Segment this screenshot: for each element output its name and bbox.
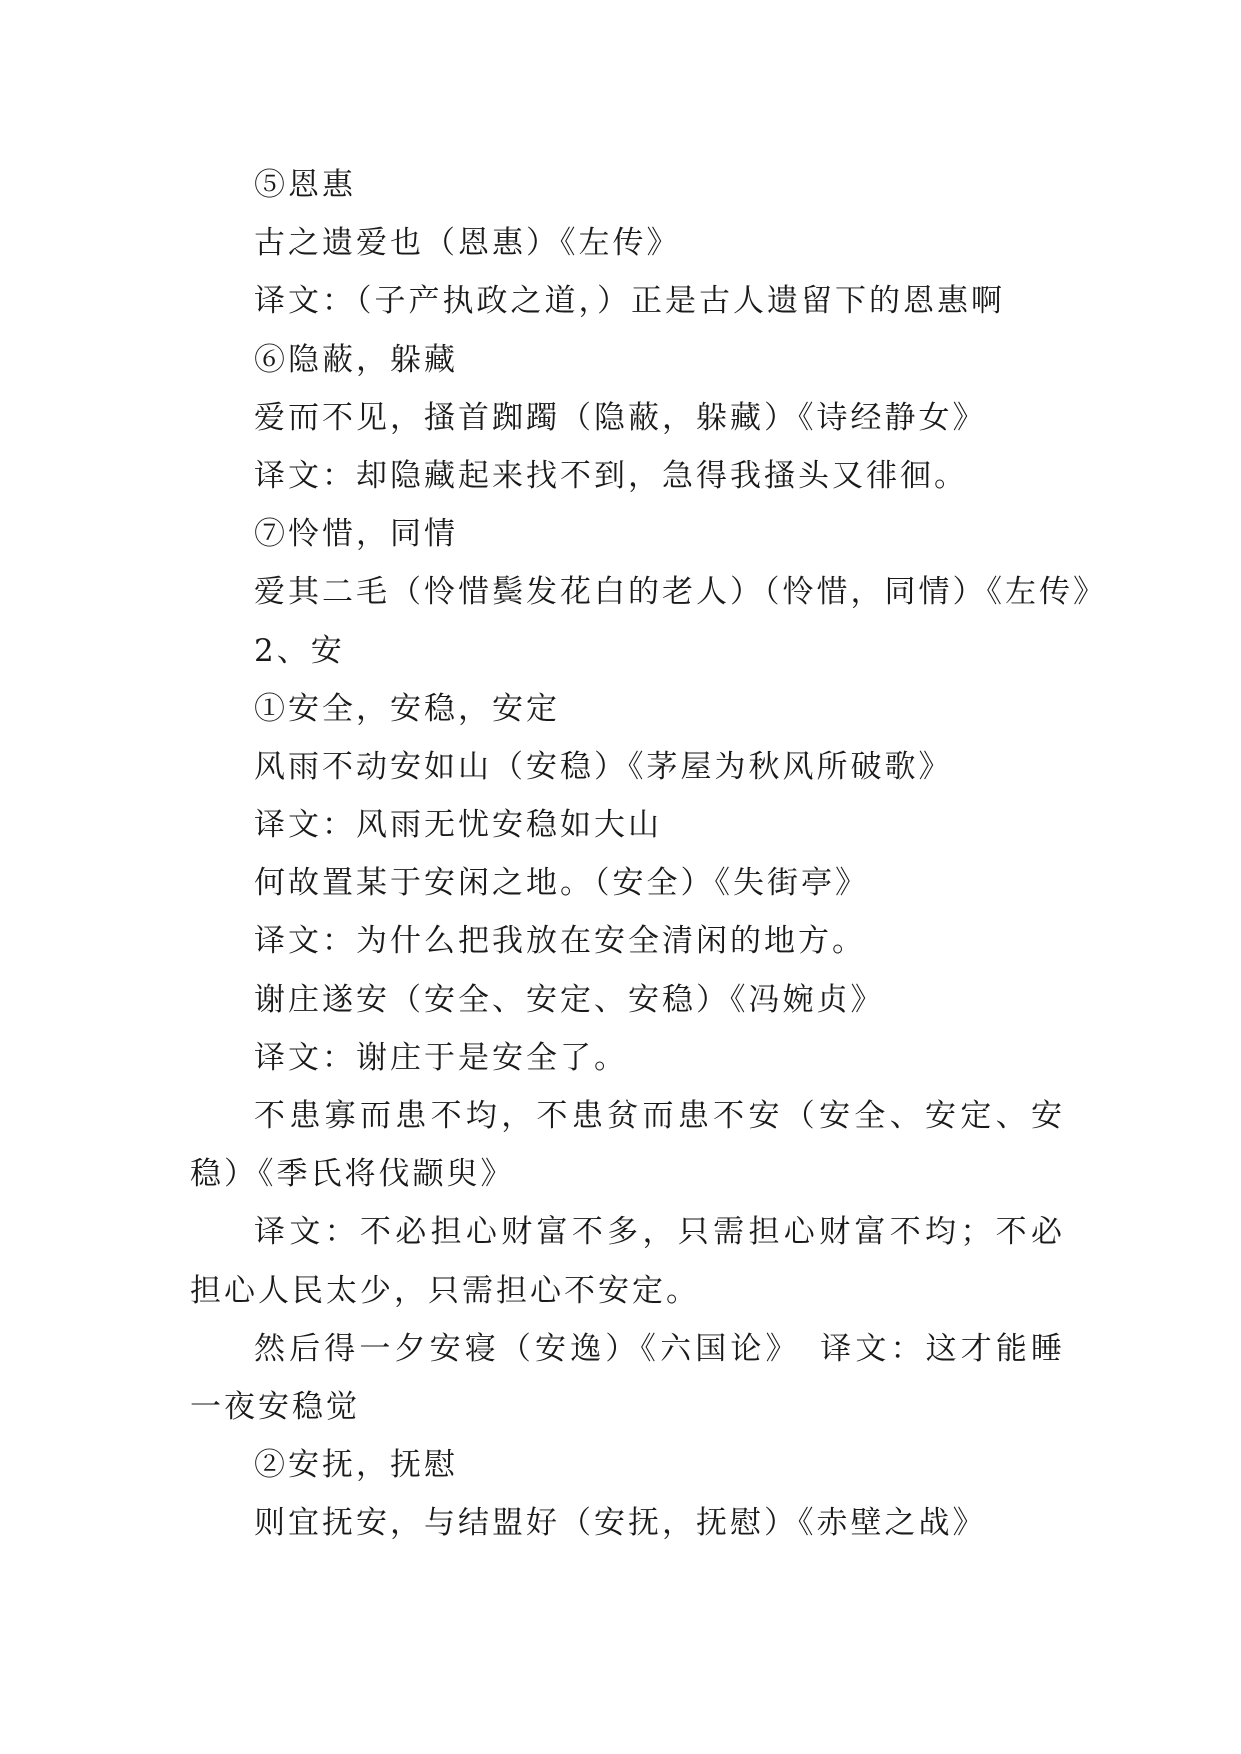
translation-paragraph: 译文：不必担心财富不多，只需担心财富不均；不必担心人民太少，只需担心不安定。 <box>190 1214 1065 1309</box>
example-sentence: 爱而不见，搔首踟躅（隐蔽，躲藏）《诗经静女》 <box>254 399 987 436</box>
translation-line: 译文：风雨无忧安稳如大山 <box>254 807 662 844</box>
definition-heading: ⑤恩惠 <box>254 167 356 203</box>
example-sentence: 风雨不动安如山（安稳）《茅屋为秋风所破歌》 <box>254 748 953 785</box>
translation-line: 译文：为什么把我放在安全清闲的地方。 <box>254 923 866 960</box>
example-sentence: 则宜抚安，与结盟好（安抚，抚慰）《赤壁之战》 <box>254 1505 987 1542</box>
example-sentence: 爱其二毛（怜惜鬓发花白的老人）（怜惜，同情）《左传》 <box>254 574 1107 611</box>
definition-heading: ⑥隐蔽，躲藏 <box>254 341 458 378</box>
example-sentence: 何故置某于安闲之地。（安全）《失街亭》 <box>254 865 869 902</box>
example-sentence: 谢庄遂安（安全、安定、安稳）《冯婉贞》 <box>254 981 885 1018</box>
example-paragraph: 然后得一夕安寝（安逸）《六国论》 译文：这才能睡一夜安稳觉 <box>190 1330 1065 1426</box>
translation-line: 译文：却隐藏起来找不到，急得我搔头又徘徊。 <box>254 457 968 494</box>
definition-heading: ②安抚，抚慰 <box>254 1447 458 1484</box>
example-paragraph: 不患寡而患不均，不患贫而患不安（安全、安定、安稳）《季氏将伐颛臾》 <box>190 1098 1065 1193</box>
section-heading: 2、安 <box>254 632 345 669</box>
translation-line: 译文：谢庄于是安全了。 <box>254 1039 628 1076</box>
document-body <box>190 156 1107 1553</box>
definition-heading: ①安全，安稳，安定 <box>254 690 560 727</box>
example-sentence: 古之遗爱也（恩惠）《左传》 <box>254 225 681 262</box>
translation-line: 译文：（子产执政之道，）正是古人遗留下的恩惠啊 <box>254 283 1005 320</box>
definition-heading: ⑦怜惜，同情 <box>254 516 458 553</box>
